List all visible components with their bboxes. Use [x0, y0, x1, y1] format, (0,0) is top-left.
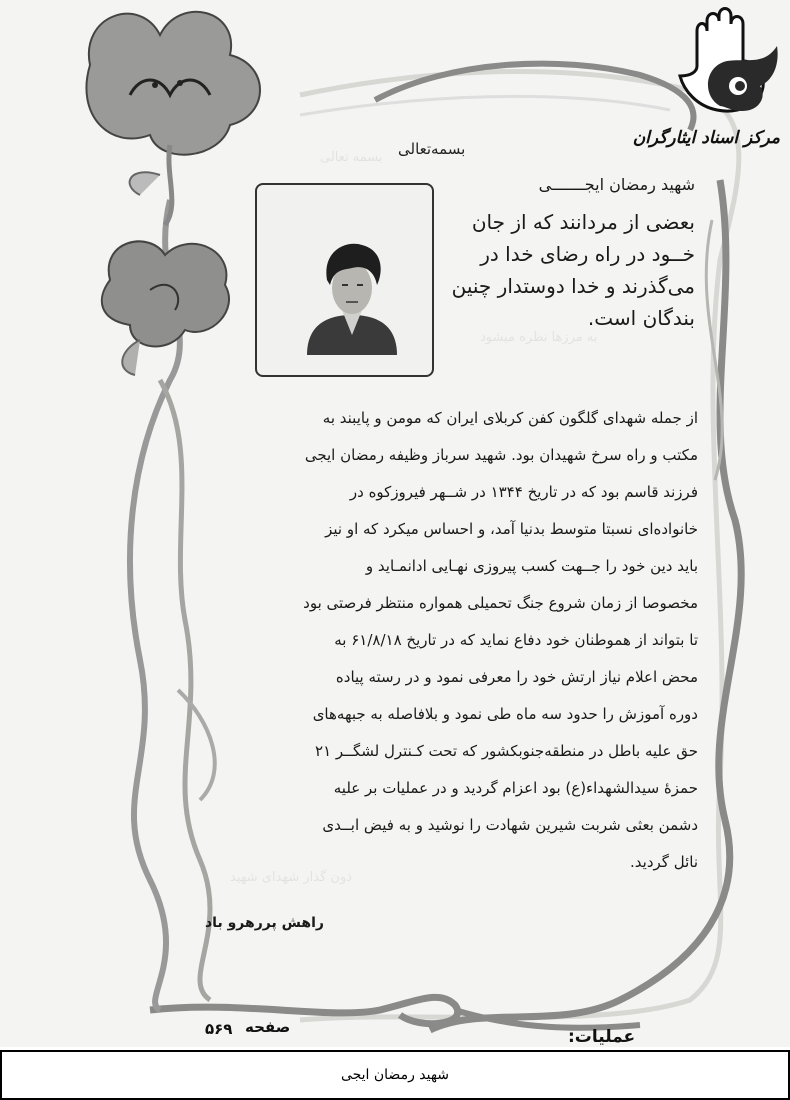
martyr-name: شهید رمضان ایجـــــــی [538, 175, 695, 194]
biography-line: حمزهٔ سیدالشهداء(ع) بود اعزام گردید و در عملیات بر علیه [333, 779, 698, 797]
biography-line: فرزند قاسم بود که در تاریخ ۱۳۴۴ در شــهر فیروزکوه در [349, 483, 698, 501]
faded-background-text: ذون گذار شهدای شهید [230, 870, 353, 885]
intro-line: می‌گذرند و خدا دوستدار چنین [451, 274, 695, 298]
biography-line: حق علیه باطل در منطقه‌جنوبکشور که تحت کـنترل لشگــر ۲۱ [315, 742, 698, 760]
portrait-photo [302, 240, 402, 355]
intro-line: بندگان است. [587, 306, 695, 330]
page-number: ۵۶۹ [205, 1020, 233, 1038]
biography-line: باید دین خود را جــهت کسب پیروزی نهـایی ادانمـاید و [365, 557, 698, 575]
biography-line: نائل گردید. [630, 853, 698, 871]
intro-line: بعضی از مردانند که از جان [471, 210, 695, 234]
martyr-photo [255, 183, 434, 377]
faded-background-text: بسمه تعالی [320, 150, 383, 165]
biography-line: خانواده‌ای نسبتا متوسط بدنیا آمد، و احساس میکرد که او نیز [325, 520, 698, 538]
operations-label: عملیات: [568, 1027, 636, 1047]
caption-text: شهید رمضان ایجی [340, 1067, 450, 1083]
intro-section [450, 175, 695, 334]
biography-line: محض اعلام نیاز ارتش خود را معرفی نمود و در رسته پیاده [335, 668, 698, 686]
biography-text [228, 400, 698, 881]
faded-background-text: به مرزها نظره میشود [480, 330, 598, 345]
logo-text: مرکز اسناد ایثارگران [632, 128, 780, 148]
biography-line: دوره آموزش را حدود سه ماه طی نمود و بلافاصله به جبهه‌های [312, 705, 698, 723]
biography-line: دشمن بعثی شربت شیرین شهادت را نوشید و به فیض ابــدی [322, 816, 698, 834]
page-label: صفحه [245, 1018, 291, 1036]
closing-phrase: راهش پررهرو باد [205, 915, 324, 931]
hand-dove-logo-icon [672, 6, 782, 126]
biography-line: مخصوصا از زمان شروع جنگ تحمیلی همواره منتظر فرصتی بود [303, 594, 698, 612]
logo [632, 6, 782, 156]
intro-line: خــود در راه رضای خدا در [480, 242, 695, 266]
bismillah-heading: بسمه‌تعالی [398, 140, 466, 158]
biography-line: مکتب و راه سرخ شهیدان بود. شهید سرباز وظیفه رمضان ایجی [304, 446, 698, 464]
biography-line: تا بتواند از هموطنان خود دفاع نماید که در تاریخ ۶۱/۸/۱۸ به [334, 631, 698, 649]
caption-box [0, 1050, 790, 1100]
biography-line: از جمله شهدای گلگون کفن کربلای ایران که مومن و پایبند به [322, 409, 698, 427]
